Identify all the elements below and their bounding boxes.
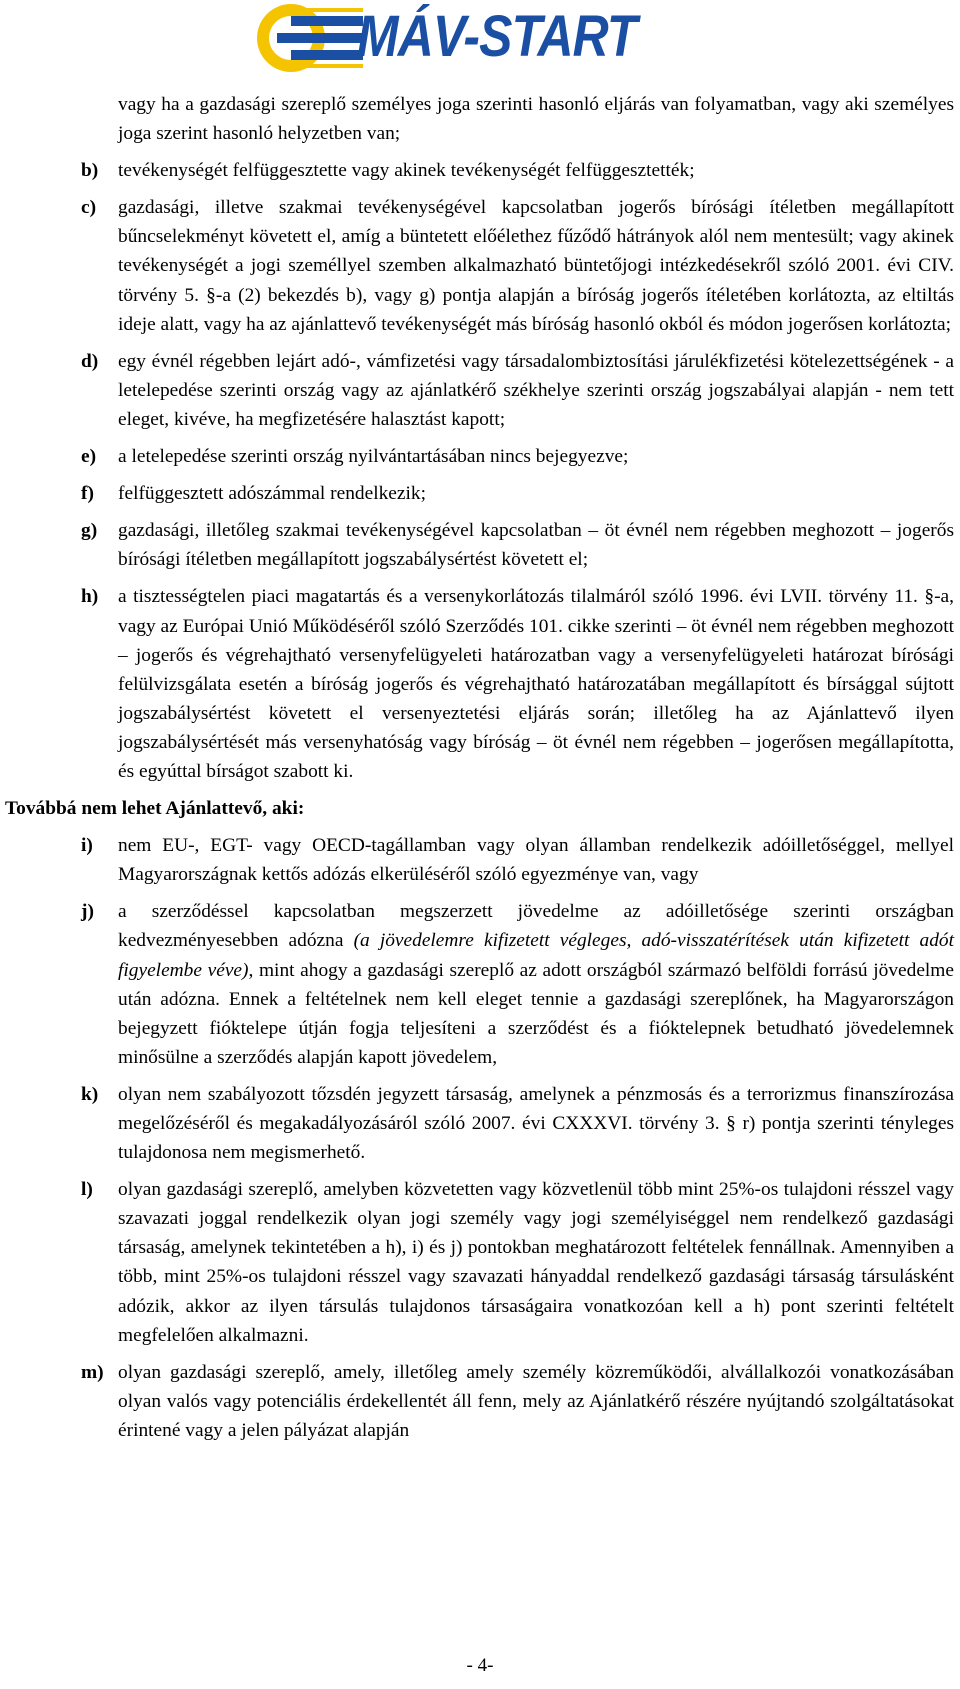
list-item	[0, 1080, 960, 1167]
list-item	[0, 831, 960, 889]
item-text: , mint ahogy a gazdasági szereplő az adott országból származó belföldi forrású jövedelme után adózna. Ennek a feltételnek nem kell eleget tennie a gazdasági szereplőnek, ha Magyarországon bejegyzett fióktelepe útján fogja teljesíteni a szerződést és a fióktelepnek betudható jövedelemnek minősülne a szerződés alapján kapott jövedelem,	[118, 959, 954, 1068]
list-item	[0, 193, 960, 338]
mav-start-logo	[253, 0, 673, 76]
item-label: h)	[81, 586, 99, 608]
item-text: felfüggesztett adószámmal rendelkezik;	[118, 483, 426, 505]
item-text: tevékenységét felfüggesztette vagy akinek tevékenységét felfüggesztették;	[118, 160, 695, 182]
list-item	[0, 90, 960, 148]
item-text: vagy ha a gazdasági szereplő személyes joga szerinti hasonló eljárás van folyamatban, vagy aki személyes joga szerint hasonló helyzetben van;	[118, 94, 954, 145]
item-label: k)	[81, 1083, 99, 1105]
list-item	[0, 897, 960, 1072]
item-label: l)	[81, 1179, 93, 1201]
list-item	[0, 516, 960, 574]
item-text: olyan gazdasági szereplő, amely, illetőleg amely személy közreműködői, alvállalkozói vonatkozásában olyan valós vagy potenciális érdekellentét áll fenn, mely az Ajánlatkérő részére nyújtandó szolgáltatásokat érintené vagy a jelen pályázat alapján	[118, 1361, 954, 1441]
item-text: olyan nem szabályozott tőzsdén jegyzett társaság, amelynek a pénzmosás és a terrorizmus finanszírozása megelőzéséről és megakadályozásáról szóló 2007. évi CXXXVI. törvény 3. § r) pontja szerinti tényleges tulajdonosa nem megismerhető.	[118, 1083, 954, 1164]
list-item	[0, 479, 960, 508]
list-item	[0, 347, 960, 434]
document-body	[0, 90, 960, 1453]
item-label: d)	[81, 350, 99, 372]
list-item	[0, 442, 960, 471]
item-text-italic: (a jövedelemre kifizetett végleges, adó-visszatérítések után kifizetett adót figyelembe véve)	[118, 930, 954, 981]
list-item	[0, 1175, 960, 1350]
logo-wordmark: MÁV-START	[357, 4, 637, 69]
item-text: gazdasági, illetőleg szakmai tevékenységével kapcsolatban – öt évnél nem régebben meghozott – jogerős bírósági ítéletben megállapított jogszabálysértést követett el;	[118, 520, 954, 571]
list-item	[0, 582, 960, 786]
item-text: gazdasági, illetve szakmai tevékenységével kapcsolatban jogerős bírósági ítéletben megállapított bűncselekményt követett el, amíg a büntetett előélethez fűződő hátrányok alól nem mentesült; vagy akinek tevékenységét a jogi személlyel szemben alkalmazható büntetőjogi intézkedésekről szóló 2001. évi CIV. törvény 5. §-a (2) bekezdés b), vagy g) pontja alapján a bíróság jogerős ítéletében korlátozta, az eltiltás ideje alatt, vagy ha az ajánlattevő tevékenységét más bíróság hasonló okból és módon jogerősen korlátozta;	[118, 197, 954, 335]
logo-emblem-icon	[253, 0, 363, 76]
item-label: j)	[81, 901, 94, 923]
item-text: a tisztességtelen piaci magatartás és a versenykorlátozás tilalmáról szóló 1996. évi LVII. törvény 11. §-a, vagy az Európai Unió Működéséről szóló Szerződés 101. cikke szerinti – öt évnél nem régebben meghozott – jogerős és végrehajtható versenyfelügyeleti határozatban vagy a versenyfelügyeleti határozat bírósági felülvizsgálata esetén a bíróság jogerős és végrehajtható határozatában megállapított és bírsággal sújtott jogszabálysértést követett el versenyeztetési eljárás során; illetőleg ha az Ajánlattevő ilyen jogszabálysértését más versenyhatóság vagy bíróság – öt évnél nem régebben – jogerősen megállapította, és egyúttal bírságot szabott ki.	[118, 586, 954, 782]
item-label: e)	[81, 446, 97, 468]
item-text: a letelepedése szerinti ország nyilvántartásában nincs bejegyezve;	[118, 446, 629, 468]
item-label: f)	[81, 483, 94, 505]
list-item	[0, 1358, 960, 1445]
item-label: g)	[81, 520, 98, 542]
item-text: egy évnél régebben lejárt adó-, vámfizetési vagy társadalombiztosítási járulékfizetési kötelezettségének - a letelepedése szerinti ország vagy az ajánlatkérő székhelye szerinti ország jogszabályai alapján - nem tett eleget, kivéve, ha megfizetésére halasztást kapott;	[118, 350, 954, 430]
item-text: a szerződéssel kapcsolatban megszerzett jövedelme az adóilletősége szerinti országban kedvezményesebben adózna	[118, 901, 954, 952]
page-number: - 4-	[466, 1655, 494, 1676]
section-heading: Továbbá nem lehet Ajánlattevő, aki:	[5, 798, 305, 820]
item-label: i)	[81, 835, 93, 857]
item-label: m)	[81, 1361, 104, 1383]
item-text: nem EU-, EGT- vagy OECD-tagállamban vagy olyan államban rendelkezik adóilletőséggel, mellyel Magyarországnak kettős adózás elkerüléséről szóló egyezménye van, vagy	[118, 835, 954, 886]
list-item	[0, 156, 960, 185]
item-label: c)	[81, 197, 97, 219]
item-label: b)	[81, 160, 99, 182]
item-text: olyan gazdasági szereplő, amelyben közvetetten vagy közvetlenül több mint 25%-os tulajdoni résszel vagy szavazati joggal rendelkezik olyan jogi személy vagy jogi személyiséggel nem rendelkező gazdasági társaság, amelynek tekintetében a h), i) és j) pontokban meghatározott feltételek fennállnak. Amennyiben a több, mint 25%-os tulajdoni résszel vagy szavazati hányaddal rendelkező gazdasági társaság társulásként adózik, akkor az ilyen társulás tulajdonos társaságaira vonatkozóan kell a h) pont szerinti feltételt megfelelően alkalmazni.	[118, 1179, 954, 1346]
